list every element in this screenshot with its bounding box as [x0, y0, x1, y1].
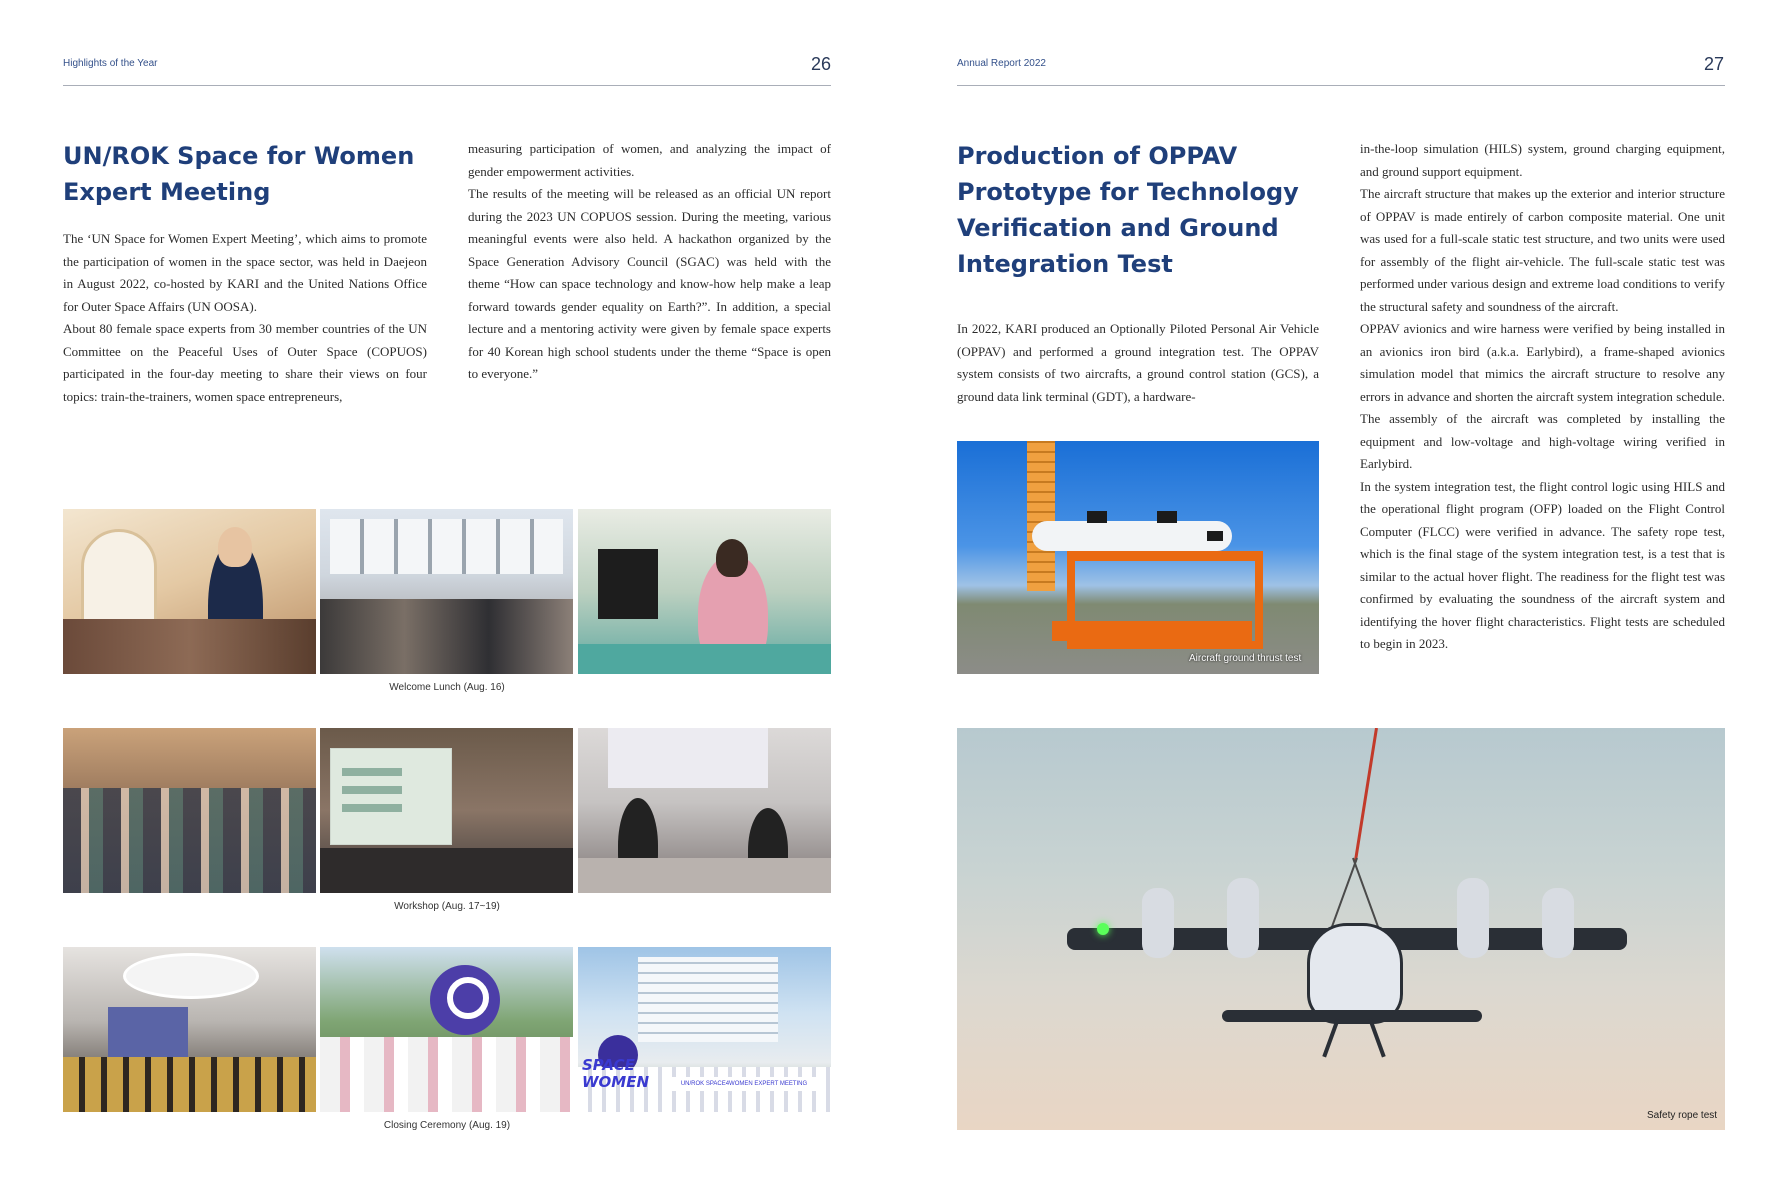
paragraph: The ‘UN Space for Women Expert Meeting’, which aims to promote the participation of women in the space sector, was held in Daejeon in August 2022, co-hosted by KARI and the United Nations Office for Outer Space Affairs (UN OOSA). — [63, 231, 427, 314]
welcome-lunch-photo-1 — [63, 509, 316, 674]
text-column-2 — [468, 138, 831, 386]
section-header: Annual Report 2022 — [957, 58, 1046, 69]
ground-thrust-test-photo — [957, 441, 1319, 674]
article-title — [63, 138, 414, 210]
title-line: Expert Meeting — [63, 178, 271, 206]
title-line: Verification and Ground — [957, 214, 1279, 242]
paragraph: OPPAV avionics and wire harness were verified by being installed in an avionics iron bird (a.k.a. Earlybird), a frame-shaped avionics simulation model that mimics the aircraft structure to resolve any errors in advance and shorten the aircraft system integration schedule. The assembly of the aircraft was completed by installing the equipment and low-voltage and high-voltage wiring verified in Earlybird. — [1360, 321, 1725, 471]
title-line: Production of OPPAV — [957, 142, 1238, 170]
photo-caption: Workshop (Aug. 17~19) — [394, 901, 500, 912]
closing-ceremony-photo-1 — [63, 947, 316, 1112]
closing-ceremony-photo-3 — [578, 947, 831, 1112]
header-rule — [957, 85, 1725, 86]
photo-caption: Welcome Lunch (Aug. 16) — [389, 682, 505, 693]
text-column-1 — [957, 318, 1319, 408]
safety-rope-test-photo — [957, 728, 1725, 1130]
page-number: 27 — [1704, 54, 1725, 74]
photo-label: Safety rope test — [1647, 1110, 1718, 1121]
banner-word-women: WOMEN — [582, 1073, 650, 1091]
text-column-2 — [1360, 138, 1725, 656]
title-line: UN/ROK Space for Women — [63, 142, 415, 170]
title-line: Integration Test — [957, 250, 1173, 278]
text-column-1 — [63, 228, 427, 408]
workshop-photo-2 — [320, 728, 573, 893]
article-title — [957, 138, 1299, 282]
section-header: Highlights of the Year — [63, 58, 158, 69]
workshop-photo-1 — [63, 728, 316, 893]
paragraph: The results of the meeting will be released as an official UN report during the 2023 UN COPUOS session. During the meeting, various meaningful events were also held. A hackathon organized by the Space Generation Advisory Council (SGAC) was held with the theme “How can space technology and know-how help make a leap forward towards gender equality on Earth?”. In addition, a special lecture and a mentoring activity were given by female space experts for 40 Korean high school students under the theme “Space is open to everyone.” — [468, 186, 831, 381]
header-rule — [63, 85, 831, 86]
photo-label: Aircraft ground thrust test — [1189, 653, 1302, 664]
workshop-photo-3 — [578, 728, 831, 893]
paragraph: In the system integration test, the flight control logic using HILS and the operational flight program (OFP) loaded on the Flight Control Computer (FLCC) were verified in advance. The safety rope test, which is the final stage of the system integration test, is a test that is similar to the actual hover flight. The readiness for the flight test was confirmed by evaluating the soundness of the aircraft system and identifying the hover flight characteristics. Flight tests are scheduled to begin in 2023. — [1360, 478, 1725, 651]
welcome-lunch-photo-2 — [320, 509, 573, 674]
welcome-lunch-photo-3 — [578, 509, 831, 674]
banner-word-space: SPACE — [582, 1056, 635, 1074]
page-number: 26 — [811, 54, 832, 74]
photo-caption: Closing Ceremony (Aug. 19) — [383, 1120, 511, 1131]
paragraph: About 80 female space experts from 30 member countries of the UN Committee on the Peaceful Uses of Outer Space (COPUOS) participated in the four-day meeting to share their views on four topics: train-the-trainers, women space entrepreneurs, — [63, 321, 427, 404]
paragraph: measuring participation of women, and analyzing the impact of gender empowerment activities. — [468, 141, 831, 179]
banner-meeting-text: UN/ROK SPACE4WOMEN EXPERT MEETING — [664, 1077, 824, 1091]
closing-ceremony-photo-2 — [320, 947, 573, 1112]
paragraph: In 2022, KARI produced an Optionally Piloted Personal Air Vehicle (OPPAV) and performed a ground integration test. The OPPAV system consists of two aircrafts, a ground control station (GCS), a ground data link terminal (GDT), a hardware- — [957, 321, 1319, 404]
paragraph: in-the-loop simulation (HILS) system, ground charging equipment, and ground support equipment. — [1360, 141, 1725, 179]
title-line: Prototype for Technology — [957, 178, 1299, 206]
paragraph: The aircraft structure that makes up the exterior and interior structure of OPPAV is made entirely of carbon composite material. One unit was used for a full-scale static test structure, and two units were used for assembly of the flight air-vehicle. The full-scale static test was performed under various design and extreme load conditions to verify the structural safety and soundness of the aircraft. — [1360, 186, 1725, 314]
right-page — [893, 0, 1786, 1191]
